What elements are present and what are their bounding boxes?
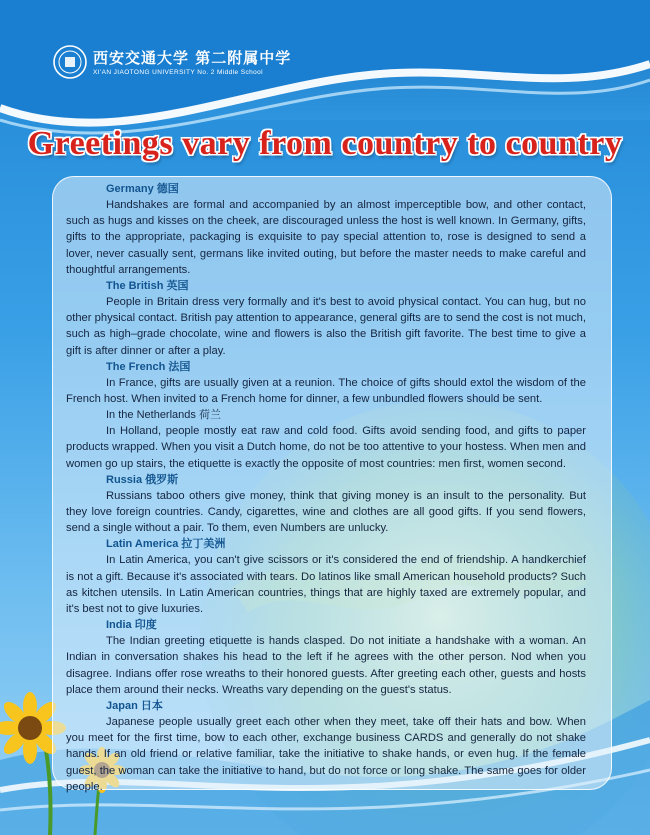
section-heading-germany: Germany 德国	[106, 183, 179, 195]
section-text-british: People in Britain dress very formally and it's best to avoid physical contact. You can hug, but no other physical contact. British pay attention to appearance, general gifts are to send the cost is not much, such as high–grade chocolate, wine and flowers is also the British gift favorite. The best time to give a gift is after dinner or after a play.	[66, 296, 586, 357]
section-heading-japan: Japan 日本	[106, 700, 163, 713]
school-emblem-icon	[53, 45, 87, 79]
section-heading-india: India 印度	[106, 619, 157, 632]
page-title: Greetings vary from country to country	[27, 125, 623, 162]
content	[66, 181, 586, 795]
school-header	[93, 47, 291, 76]
school-name-en: XI'AN JIAOTONG UNIVERSITY No. 2 Middle School	[93, 69, 263, 76]
section-text-india: The Indian greeting etiquette is hands clasped. Do not initiate a handshake with a woman. An Indian in conversation shakes his head to the left if he agrees with the other person. Nod when you disagree. Indians offer rose wreaths to their honored guests. After greeting each other, guests and hosts place them around their necks. Wreaths vary depending on the guest's status.	[66, 635, 586, 696]
section-heading-british: The British 英国	[106, 280, 189, 293]
section-text-japan: Japanese people usually greet each other when they meet, take off their hats and bow. When you meet for the first time, bow to each other, exchange business CARDS and generally do not shake hands. If an old friend or relative familiar, take the initiative to shake hands, or even hug. If the female guest, the woman can take the initiative to hand, but do not force or long shake. The same goes for older people.	[66, 716, 586, 793]
section-heading-russia: Russia 俄罗斯	[106, 473, 179, 486]
section-heading-netherlands: In the Netherlands 荷兰	[106, 409, 221, 422]
section-text-germany: Handshakes are formal and accompanied by an almost imperceptible bow, and other contact, such as hugs and kisses on the cheek, are discouraged unless the host is well known. In Germany, gifts, gifts to the appropriate, packaging is exquisite to pay special attention to, rose is designed to send a lover, never casually sent, germans like invited outing, but before the master needs to make careful and thoughtful arrangements.	[66, 199, 586, 276]
section-text-netherlands: In Holland, people mostly eat raw and cold food. Gifts avoid sending food, and gifts to paper products wrapped. When you visit a Dutch home, do not be too attentive to your hostess. When men and women go up stairs, the etiquette is exactly the opposite of most countries: men first, women second.	[66, 425, 586, 470]
section-text-russia: Russians taboo others give money, think that giving money is an insult to the personality. But they love foreign countries. Candy, cigarettes, wine and clothes are all good gifts. If you send flowers, send a single without a pair. To them, even Numbers are unlucky.	[66, 489, 586, 535]
school-name: 西安交通大学 第二附属中学	[93, 49, 292, 67]
section-text-latin-america: In Latin America, you can't give scissors or it's considered the end of friendship. A handkerchief is not a gift. Because it's associated with tears. Do latinos like small American household products? Such as kitchen utensils. In Latin American countries, things that are highly taxed are extremely popular, and it's best not to give luxuries.	[66, 554, 586, 616]
section-heading-french: The French 法国	[106, 360, 191, 373]
section-heading-latin-america: Latin America 拉丁美洲	[106, 538, 226, 551]
section-text-french: In France, gifts are usually given at a reunion. The choice of gifts should extol the wisdom of the French host. When invited to a French home for dinner, a few unbundled flowers should be sent.	[66, 376, 586, 406]
